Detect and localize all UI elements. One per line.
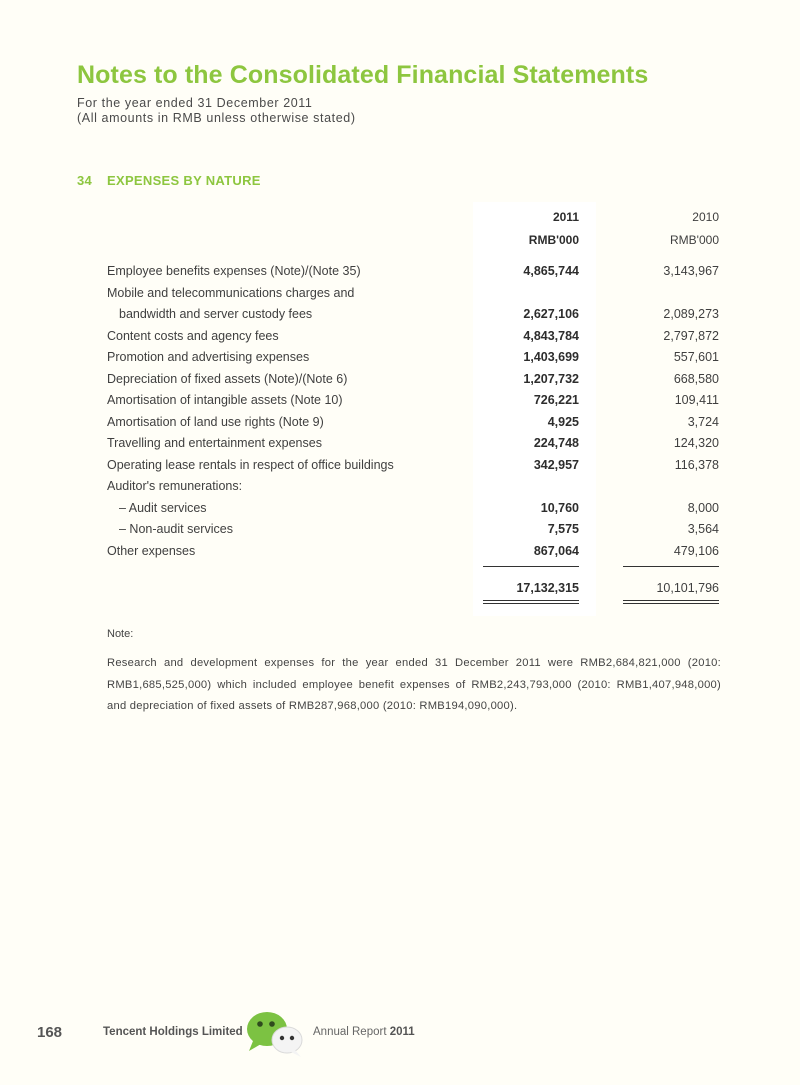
row-value-2010: 3,143,967 — [663, 264, 719, 278]
row-value-2010: 124,320 — [673, 436, 719, 450]
row-value-2010: 116,378 — [674, 458, 719, 472]
subtotal-rule-2011 — [483, 566, 579, 567]
total-double-rule-2011-top — [483, 600, 579, 601]
table-row — [0, 393, 800, 411]
row-value-2011: 1,403,699 — [523, 350, 579, 364]
row-label: Travelling and entertainment expenses — [107, 436, 322, 450]
total-2011: 17,132,315 — [516, 581, 579, 595]
table-header-years — [0, 210, 800, 228]
table-row — [0, 501, 800, 519]
row-label: Operating lease rentals in respect of office buildings — [107, 458, 394, 472]
page-subtitle-currency: (All amounts in RMB unless otherwise stated) — [77, 111, 356, 125]
table-row — [0, 372, 800, 390]
table-row — [0, 544, 800, 562]
section-number: 34 — [77, 173, 93, 188]
row-label: Employee benefits expenses (Note)/(Note 35) — [107, 264, 361, 278]
chat-bubbles-icon — [243, 1007, 307, 1059]
row-label: Amortisation of intangible assets (Note 10) — [107, 393, 343, 407]
total-double-rule-2011-bottom — [483, 603, 579, 604]
row-label: bandwidth and server custody fees — [119, 307, 313, 321]
row-value-2010: 109,411 — [674, 393, 719, 407]
col-unit-2011: RMB'000 — [528, 233, 579, 247]
table-row — [0, 264, 800, 282]
note-text: Research and development expenses for the year ended 31 December 2011 were RMB2,684,821,000 (2010: RMB1,685,525,000) which included employee benefit expenses of RMB2,243,793,000 (2010: RMB1,407,948,000) and depreciation of fixed assets of RMB287,968,000 (2010: RMB194,090,000). — [107, 657, 721, 712]
table-row — [0, 458, 800, 476]
col-unit-2010: RMB'000 — [670, 233, 719, 247]
row-value-2011: 4,843,784 — [523, 329, 579, 343]
row-label: Other expenses — [107, 544, 196, 558]
table-row — [0, 436, 800, 454]
subtotal-rule-2010 — [623, 566, 719, 567]
row-label: – Audit services — [119, 501, 207, 515]
table-header-units — [0, 233, 800, 251]
section-title: EXPENSES BY NATURE — [107, 173, 261, 188]
company-name: Tencent Holdings Limited — [103, 1026, 243, 1038]
table-total-row — [0, 581, 800, 599]
total-double-rule-2010-top — [623, 600, 719, 601]
table-row — [0, 415, 800, 433]
row-label: Promotion and advertising expenses — [107, 350, 310, 364]
page-title: Notes to the Consolidated Financial Statements — [77, 61, 649, 89]
row-value-2011: 2,627,106 — [523, 307, 579, 321]
row-value-2011: 7,575 — [547, 522, 579, 536]
row-value-2010: 557,601 — [673, 350, 719, 364]
table-row — [0, 286, 800, 304]
row-value-2010: 3,564 — [687, 522, 719, 536]
table-row — [0, 329, 800, 347]
row-label: Depreciation of fixed assets (Note)/(Note 6) — [107, 372, 348, 386]
row-value-2011: 867,064 — [533, 544, 579, 558]
row-label: Mobile and telecommunications charges and — [107, 286, 355, 300]
row-value-2011: 726,221 — [533, 393, 579, 407]
col-year-2011: 2011 — [552, 210, 579, 224]
row-label: Auditor's remunerations: — [107, 479, 243, 493]
col-year-2010: 2010 — [692, 210, 719, 224]
page-number: 168 — [37, 1024, 63, 1041]
row-value-2010: 3,724 — [687, 415, 719, 429]
row-value-2010: 668,580 — [673, 372, 719, 386]
row-value-2011: 342,957 — [533, 458, 579, 472]
row-value-2010: 2,089,273 — [663, 307, 719, 321]
page-subtitle-period: For the year ended 31 December 2011 — [77, 96, 313, 110]
table-row — [0, 522, 800, 540]
row-value-2011: 4,925 — [547, 415, 579, 429]
total-2010: 10,101,796 — [656, 581, 719, 595]
table-row — [0, 350, 800, 368]
row-value-2011: 4,865,744 — [523, 264, 579, 278]
total-double-rule-2010-bottom — [623, 603, 719, 604]
row-value-2010: 8,000 — [687, 501, 719, 515]
row-label: Content costs and agency fees — [107, 329, 279, 343]
row-value-2011: 10,760 — [540, 501, 579, 515]
report-label: Annual Report 2011 — [313, 1026, 415, 1038]
table-row — [0, 307, 800, 325]
row-value-2011: 224,748 — [533, 436, 579, 450]
row-value-2011: 1,207,732 — [523, 372, 579, 386]
row-label: Amortisation of land use rights (Note 9) — [107, 415, 324, 429]
section-heading — [77, 173, 261, 188]
row-value-2010: 479,106 — [673, 544, 719, 558]
row-value-2010: 2,797,872 — [663, 329, 719, 343]
note-label: Note: — [107, 628, 134, 640]
row-label: – Non-audit services — [119, 522, 233, 536]
table-row — [0, 479, 800, 497]
page-footer — [0, 1024, 800, 1054]
